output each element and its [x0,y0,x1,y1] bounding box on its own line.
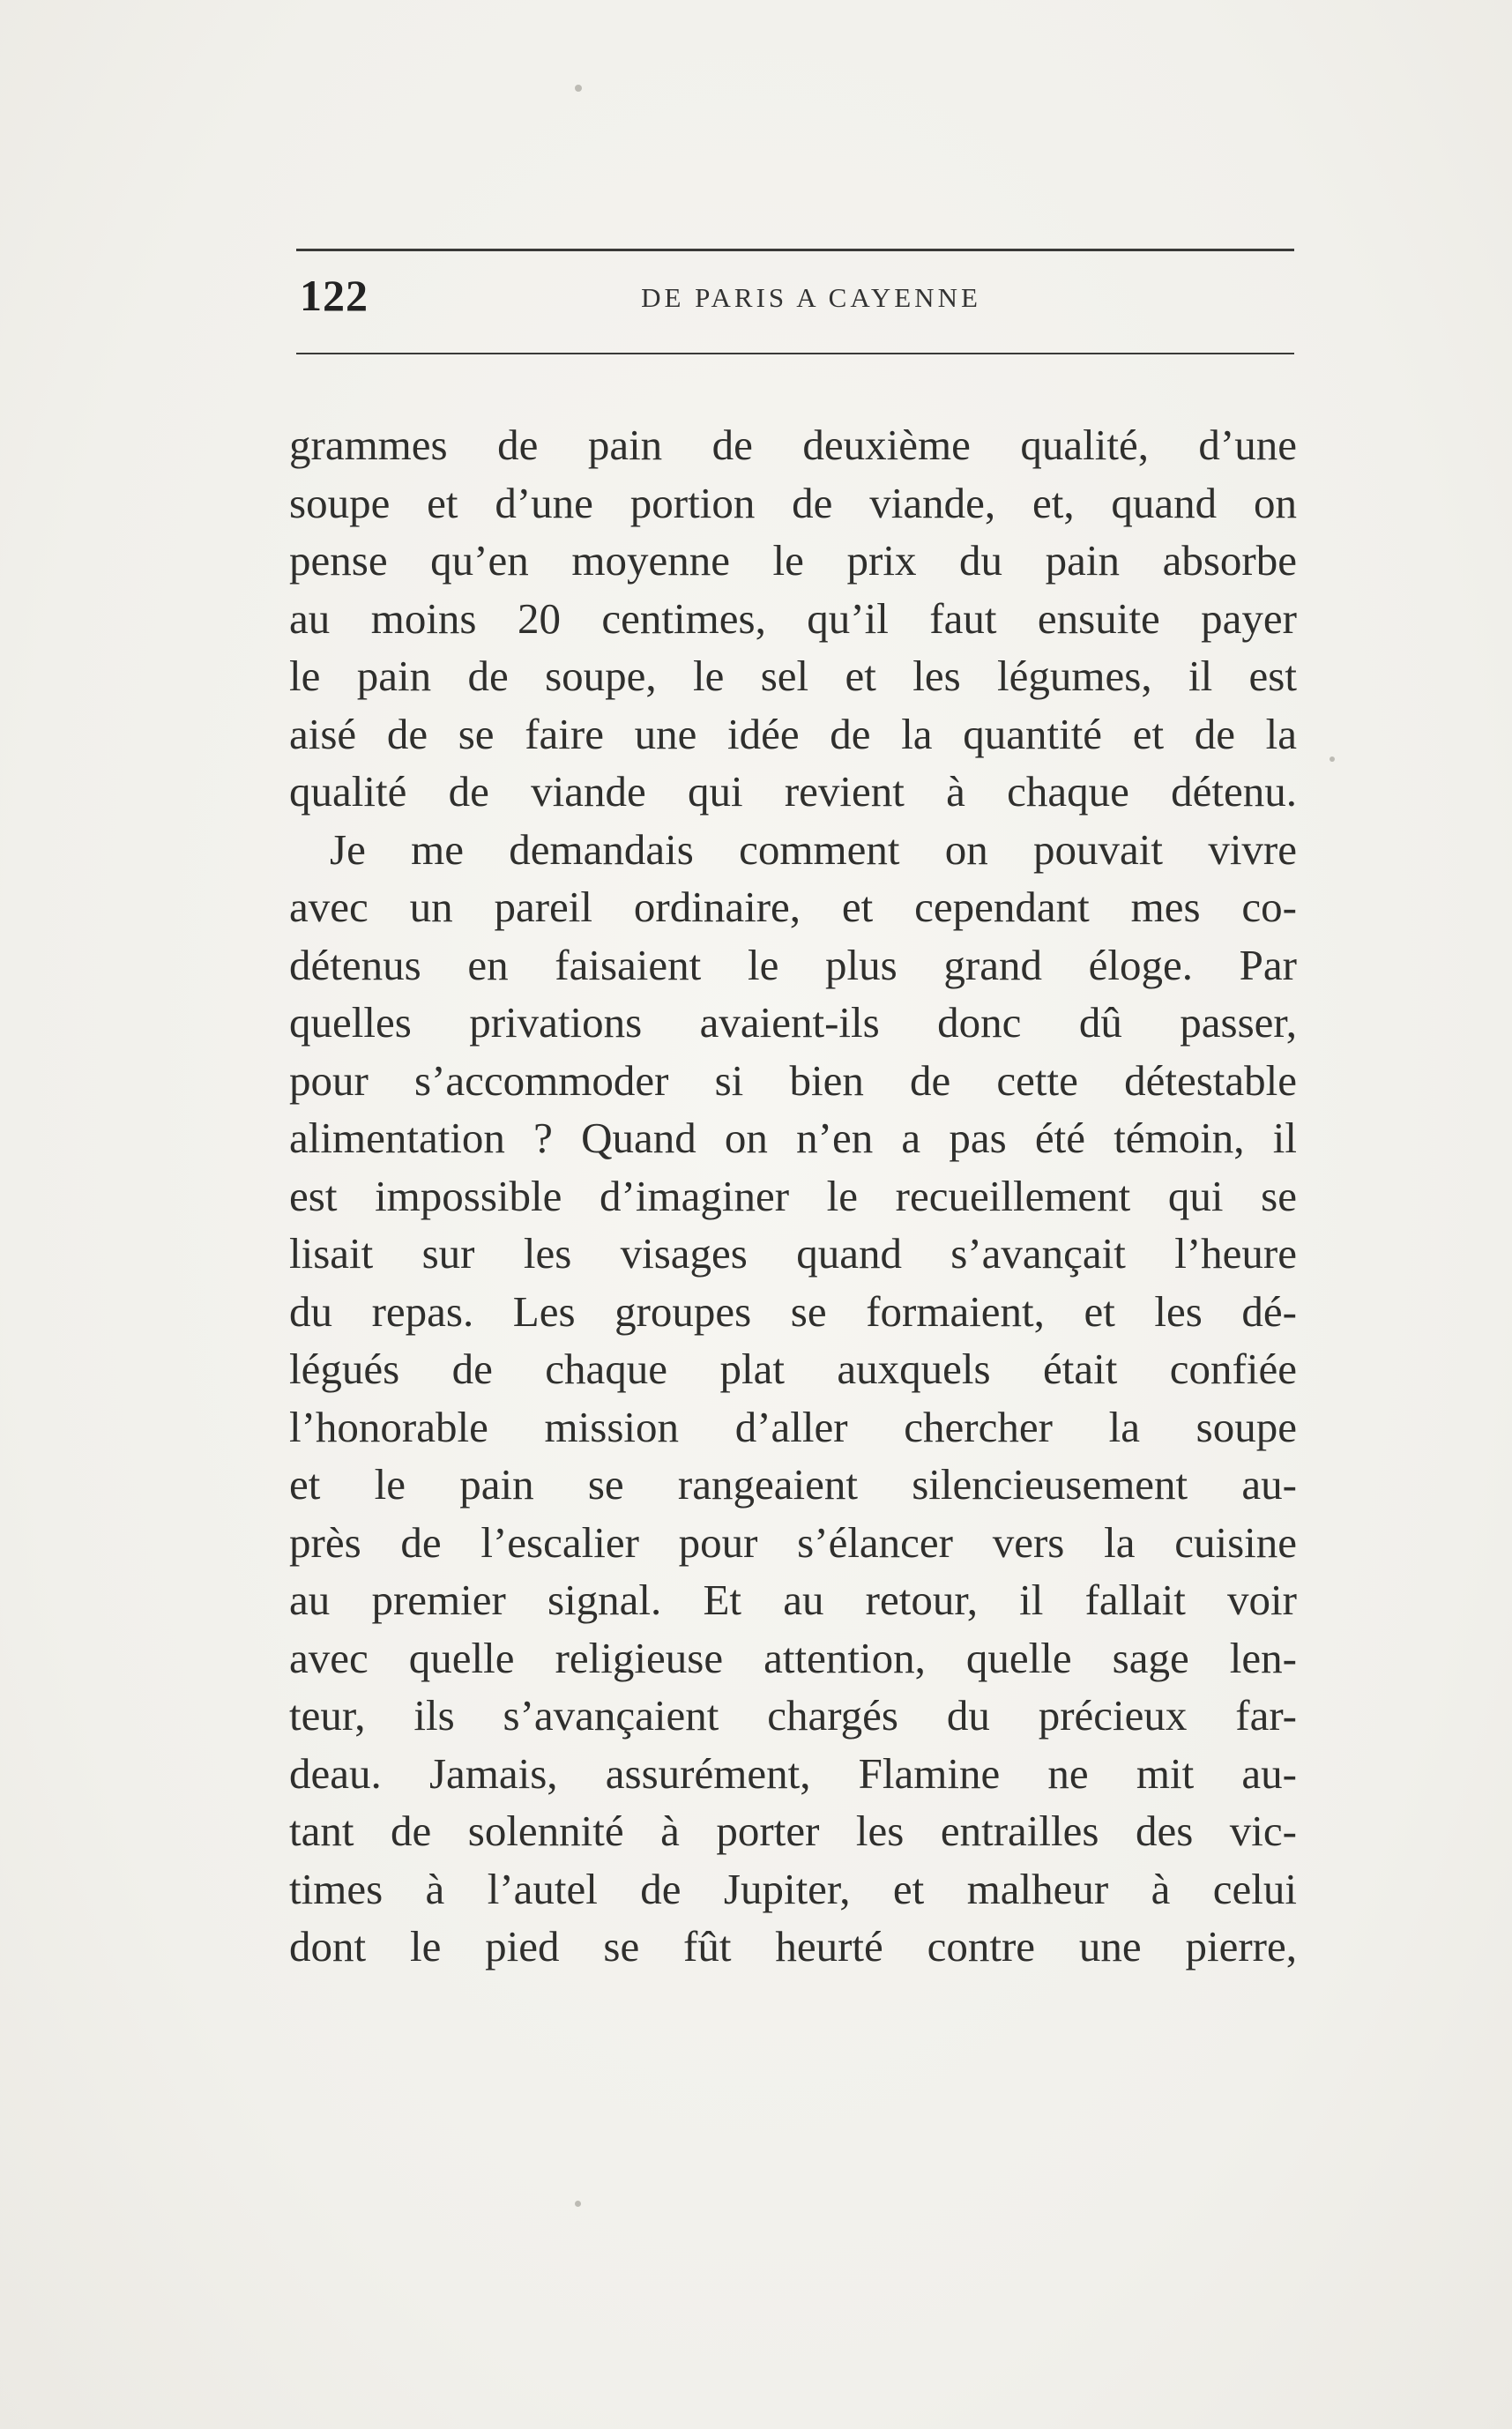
text-line: au moins 20 centimes, qu’il faut ensuite payer [289,593,1297,643]
text-line: et le pain se rangeaient silencieusement au- [289,1460,1297,1509]
text-line: aisé de se faire une idée de la quantité et de la [289,709,1297,758]
text-line: au premier signal. Et au retour, il fallait voir [289,1576,1297,1624]
text-line: près de l’escalier pour s’élancer vers la cuisine [289,1517,1297,1567]
body-text [289,416,1297,1976]
text-line: teur, ils s’avançaient chargés du précieux far- [289,1691,1297,1740]
text-line: avec un pareil ordinaire, et cependant mes co- [289,883,1297,931]
text-line: alimentation ? Quand on n’en a pas été témoin, il [289,1114,1297,1162]
paper-speck [575,85,582,92]
text-line: lisait sur les visages quand s’avançait l’heure [289,1229,1297,1278]
header-top-rule [296,249,1294,251]
text-line: le pain de soupe, le sel et les légumes, il est [289,652,1297,700]
text-line: avec quelle religieuse attention, quelle sage len- [289,1633,1297,1682]
text-line: qualité de viande qui revient à chaque détenu. [289,767,1297,816]
text-line: times à l’autel de Jupiter, et malheur à celui [289,1864,1297,1913]
text-line: pense qu’en moyenne le prix du pain absorbe [289,536,1297,585]
paper-speck [1330,756,1335,762]
text-line: soupe et d’une portion de viande, et, quand on [289,478,1297,527]
text-line: tant de solennité à porter les entrailles des vic- [289,1807,1297,1855]
text-line: détenus en faisaient le plus grand éloge. Par [289,940,1297,989]
text-line: grammes de pain de deuxième qualité, d’une [289,421,1297,469]
text-line: l’honorable mission d’aller chercher la soupe [289,1402,1297,1451]
header-bottom-rule [296,353,1294,354]
paragraph-first-line: Je me demandais comment on pouvait vivre [330,824,1297,874]
text-line: quelles privations avaient-ils donc dû passer, [289,998,1297,1047]
page-number: 122 [300,271,369,320]
text-line: dont le pied se fût heurté contre une pierre, [289,1922,1297,1971]
text-line: deau. Jamais, assurément, Flamine ne mit au- [289,1748,1297,1798]
paper-speck [575,2201,581,2207]
text-line: est impossible d’imaginer le recueillement qui se [289,1171,1297,1220]
text-line: du repas. Les groupes se formaient, et les dé- [289,1286,1297,1336]
running-title: DE PARIS A CAYENNE [641,282,981,313]
text-line: pour s’accommoder si bien de cette détestable [289,1055,1297,1105]
text-line: légués de chaque plat auxquels était confiée [289,1345,1297,1393]
